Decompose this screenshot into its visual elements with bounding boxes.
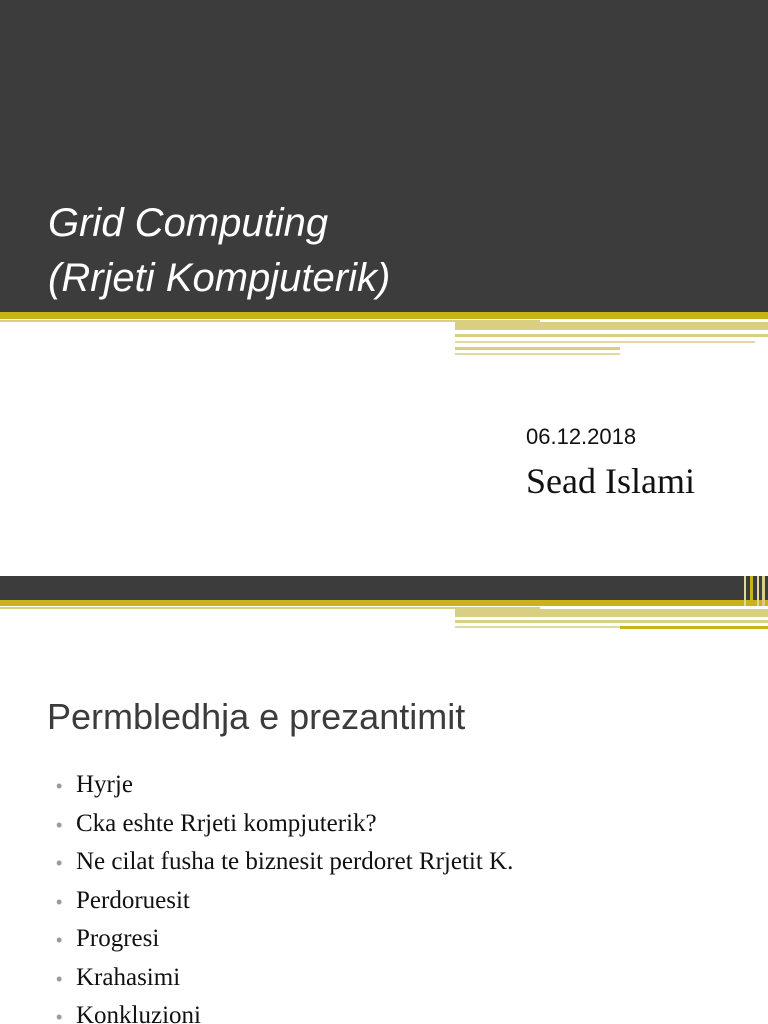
list-item-label: Konkluzioni [76, 1002, 201, 1024]
bullet-icon: • [56, 1007, 63, 1024]
bullet-icon: • [56, 776, 63, 796]
list-item [56, 766, 513, 805]
list-item [56, 920, 513, 959]
accent-line [455, 334, 768, 337]
bullet-icon: • [56, 930, 63, 950]
list-item [56, 997, 513, 1024]
list-item-label: Hyrje [76, 771, 133, 798]
accent-line [455, 347, 620, 350]
gold-stripe [0, 312, 768, 319]
bullet-icon: • [56, 891, 63, 912]
accent-line [455, 609, 768, 617]
accent-line [455, 353, 620, 355]
gold-stripe [0, 600, 768, 606]
accent-tick [762, 576, 765, 606]
presentation-title [48, 196, 390, 306]
bullet-icon: • [56, 853, 63, 873]
header-band [0, 576, 768, 600]
title-line-2: (Rrjeti Kompjuterik) [48, 256, 391, 300]
accent-tick [744, 576, 746, 606]
accent-line [455, 620, 768, 623]
author-name: Sead Islami [526, 461, 695, 501]
outline-slide [0, 576, 768, 1024]
list-item [56, 805, 513, 844]
outline-heading: Permbledhja e prezantimit [47, 696, 466, 737]
title-line-1: Grid Computing [48, 201, 329, 245]
list-item [56, 882, 513, 921]
list-item [56, 959, 513, 998]
accent-line [455, 341, 755, 343]
accent-line [620, 626, 768, 629]
outline-list [56, 766, 513, 1024]
list-item-label: Cka eshte Rrjeti kompjuterik? [76, 809, 377, 837]
list-item-label: Ne cilat fusha te biznesit perdoret Rrjetit K. [76, 848, 514, 875]
accent-tick [757, 576, 759, 606]
bullet-icon: • [56, 814, 63, 835]
list-item-label: Perdoruesit [76, 886, 190, 914]
presentation-date: 06.12.2018 [526, 424, 637, 449]
accent-line [455, 322, 768, 330]
bullet-icon: • [56, 968, 63, 989]
accent-line [455, 626, 620, 628]
list-item-label: Progresi [76, 925, 160, 952]
list-item-label: Krahasimi [76, 963, 181, 991]
accent-tick [750, 576, 753, 606]
list-item [56, 843, 513, 882]
